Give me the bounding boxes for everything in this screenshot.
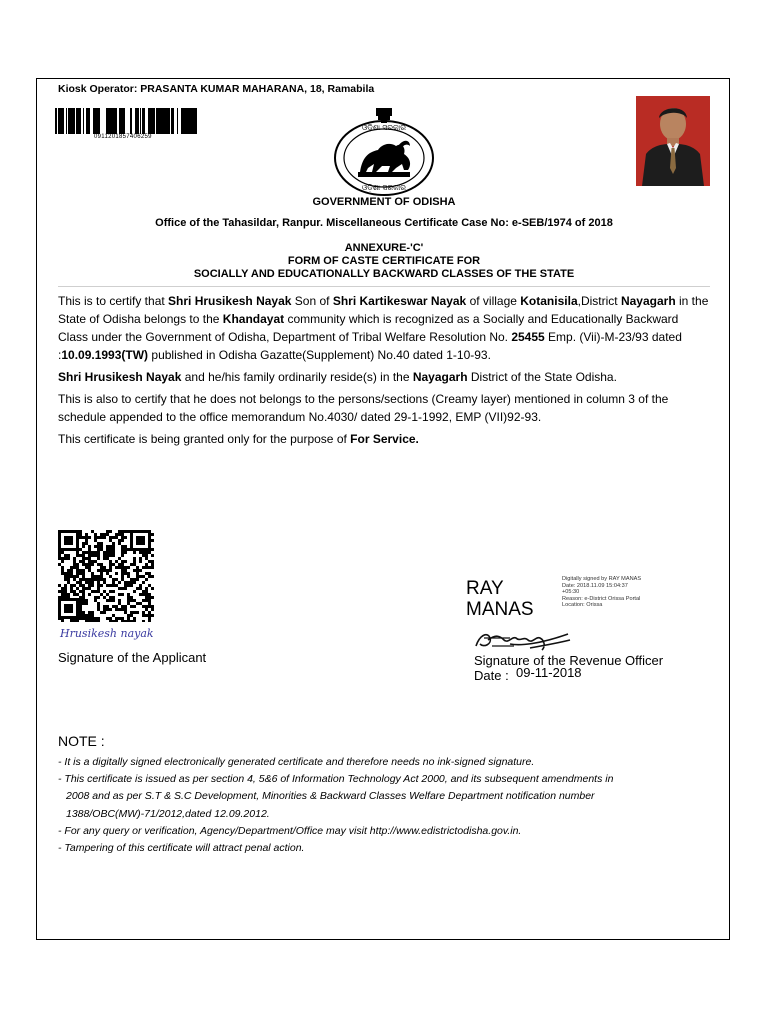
note-item: - Tampering of this certificate will attract penal action. [58,842,305,855]
qr-code [58,530,154,622]
officer-name [466,578,534,620]
resolution-date: 10.09.1993(TW) [61,348,149,362]
svg-text:Hrusikesh nayak: Hrusikesh nayak [60,627,154,640]
applicant-name: Shri Hrusikesh Nayak [168,294,292,308]
text: ,District [577,294,621,308]
text: Emp. (Vii)-M-23/93 dated : [58,330,682,362]
annexure-label: ANNEXURE-'C' [344,242,424,254]
note-item-continuation: 2008 and as per S.T & S.C Development, Minorities & Backward Classes Welfare Department notification number [66,790,595,803]
resolution-number: 25455 [511,330,545,344]
text: This certificate is being granted only for the purpose of [58,432,351,446]
community-name: Khandayat [222,312,285,326]
note-item: - For any query or verification, Agency/Department/Office may visit http://www.edistrictodisha.gov.in. [58,824,522,837]
certificate-body [58,292,710,452]
digital-signature-details [562,576,641,609]
text: of village [466,294,521,308]
district-name: Nayagarh [620,294,676,308]
annexure-heading [0,242,768,281]
officer-signature-label: Signature of the Revenue Officer [474,653,664,668]
digital-line: Date: 2018.11.09 15:04:37 [562,582,628,589]
form-title: FORM OF CASTE CERTIFICATE FOR [287,255,481,267]
applicant-handwritten-signature [58,624,162,642]
digital-line: Reason: e-District Orissa Portal [562,595,641,602]
note-item-continuation: 1388/OBC(MW)-71/2012,dated 12.09.2012. [66,807,270,820]
note-heading: NOTE : [58,733,105,749]
digital-line: Location: Orissa [562,602,603,609]
note-list [58,754,698,857]
applicant-name: Shri Hrusikesh Nayak [58,370,182,384]
purpose: For Service. [350,432,419,446]
digital-line: Digitally signed by RAY MANAS [562,576,642,582]
father-name: Shri Kartikeswar Nayak [332,294,467,308]
creamy-layer-paragraph: This is also to certify that he does not belongs to the persons/sections (Creamy layer) mentioned in column 3 of the schedule appended to the office memorandum No.4030/ dated 29-1-1992, EMP (VII)92-93. [58,392,669,424]
text: published in Odisha Gazatte(Supplement) No.40 dated 1-10-93. [148,348,491,362]
purpose-paragraph [58,430,710,448]
barcode [54,108,202,134]
village-name: Kotanisila [520,294,578,308]
certification-paragraph [58,292,710,364]
svg-text:ଓଡ଼ିଶା ସରକାର: ଓଡ଼ିଶା ସରକାର [362,123,406,132]
government-heading: GOVERNMENT OF ODISHA [312,196,456,208]
text: Son of [291,294,333,308]
district-name: Nayagarh [412,370,468,384]
form-subject: SOCIALLY AND EDUCATIONALLY BACKWARD CLASSES OF THE STATE [193,268,575,280]
note-item: - It is a digitally signed electronically generated certificate and therefore needs no ink-signed signature. [58,756,535,768]
text: This is to certify that [58,294,169,308]
odisha-emblem-icon [332,106,436,198]
kiosk-operator: Kiosk Operator: PRASANTA KUMAR MAHARANA, 18, Ramabila [58,83,375,95]
svg-text:ଓଡ଼ିଶା ସରକାର: ଓଡ଼ିଶା ସରକାର [362,183,406,192]
text: in the State of Odisha belongs to the [58,294,709,326]
residence-paragraph [58,368,710,386]
text: and he/his family ordinarily reside(s) in the [181,370,413,384]
officer-name-line: RAY [466,578,504,599]
applicant-signature-label: Signature of the Applicant [58,650,207,665]
text: District of the State Odisha. [467,370,617,384]
applicant-photo [636,96,710,186]
divider [58,286,710,287]
digital-line: +05:30 [562,589,580,596]
note-item: - This certificate is issued as per section 4, 5&6 of Information Technology Act 2000, and its subsequent amendments in [58,773,614,786]
officer-name-line: MANAS [466,599,534,620]
officer-handwritten-signature [470,626,576,654]
office-case-heading: Office of the Tahasildar, Ranpur. Miscellaneous Certificate Case No: e-SEB/1974 of 2018 [155,217,613,229]
text: community which is recognized as a Socially and Educationally Backward Class under the Government of Odisha, Department of Tribal Welfare Resolution No. [58,312,679,344]
date-value: 09-11-2018 [516,665,582,680]
barcode-number: 0911201857406259 [94,134,152,140]
date-label: Date : [474,668,509,683]
